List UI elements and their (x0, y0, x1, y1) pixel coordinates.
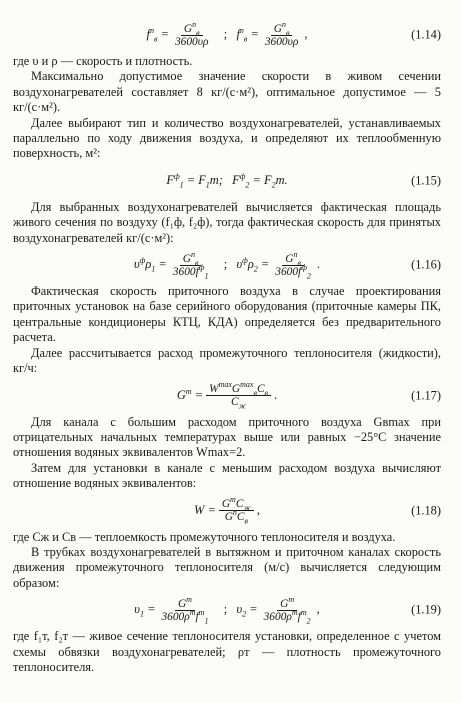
equation-1-14: $f^п_в$ = $\frac{G^п_в}{3600\upsilon\rho}$ ; $f^п_в$ = $\frac{G^п_в}{3600\upsilon\rho}$ , (1.14) (146, 19, 441, 48)
eq-1-14-right: $f^п_в$ = (236, 26, 259, 44)
paragraph-2: Максимально допустимое значение скорости в живом сечении воздухонагревателей составляет 8 кг/(с·м²), оптимальное допустимое — 5 кг/(с·м²). (13, 69, 441, 115)
eq-1-19-fraction-2: $\frac{G^т}{3600\rho^тf^т_2}$ (263, 594, 311, 625)
equation-1-16: $\upsilon^ф\rho_1$ = $\frac{G^п_в}{3600f^ф_1}$ ; $\upsilon^ф\rho_2$ = $\frac{G^п_в}{3600f^ф_2}$ . (1.16) (133, 249, 441, 280)
paragraph-11: где f₁т, f₂т — живое сечение теплоносителя установки, определенное с учетом схемы обвязки воздухонагревателей; ρт — плотность промежуточного теплоносителя. (13, 629, 441, 674)
equation-1-18: W = $\frac{G^тC_ж}{G^пC_в}$ , (1.18) (194, 495, 441, 526)
equation-number: (1.16) (411, 257, 441, 272)
paragraph-9: где Cж и Cв — теплоемкость промежуточного теплоносителя и воздуха. (13, 529, 396, 544)
eq-1-14-fraction-2: $\frac{G^п_в}{3600\upsilon\rho}$ (264, 19, 299, 48)
equation-number: (1.15) (411, 173, 441, 188)
eq-1-16-fraction-2: $\frac{G^п_в}{3600f^ф_2}$ (275, 249, 311, 280)
equation-number: (1.17) (411, 387, 441, 402)
equation-number: (1.14) (411, 27, 441, 42)
paragraph-3: Далее выбирают тип и количество воздухонагревателей, устанавливаемых параллельно по ходу движения воздуха, и определяют их теплообменную поверхность, м²: (13, 115, 441, 161)
eq-1-17-fraction: $\frac{W^{max}G^{max}_вC_в}{C_ж}$ (206, 383, 271, 408)
paragraph-5: Фактическая скорость приточного воздуха в случае проектирования приточных установок на базе серийного оборудования (приточные камеры ПК, центральные кондиционеры КТЦ, КДА) определяется без предварительного расчета. (13, 284, 441, 345)
equation-number: (1.19) (411, 602, 441, 617)
equation-1-15: $F^ф_1 = F_1m$; $F^ф_2 = F_2m$. (1.15) (166, 172, 441, 190)
eq-1-14-left: $f^п_в$ = (146, 26, 169, 44)
eq-1-19-fraction-1: $\frac{G^т}{3600\rho^тf^т_1}$ (161, 594, 209, 625)
paragraph-4: Для выбранных воздухонагревателей вычисляется фактическая площадь живого сечения по воздуху (f₁ф, f₂ф), тогда фактическая скорость для принятых воздухонагревателей кг/(с·м²): (13, 199, 441, 245)
paragraph-8: Затем для установки в канале с меньшим расходом воздуха вычисляют отношение водяных эквивалентов: (13, 460, 441, 491)
paragraph-6: Далее рассчитывается расход промежуточного теплоносителя (жидкости), кг/ч: (13, 345, 441, 376)
paragraph-7: Для канала с большим расходом приточного воздуха Gвmax при отрицательных начальных температурах выше или равных −25°С значение отношения водяных эквивалентов Wmax=2. (13, 414, 441, 460)
equation-1-17: $G^т$ = $\frac{W^{max}G^{max}_вC_в}{C_ж}$ . (1.17) (176, 380, 441, 411)
eq-1-16-fraction-1: $\frac{G^п_в}{3600f^ф_1}$ (172, 249, 209, 280)
eq-1-18-fraction: $\frac{G^тC_ж}{G^пC_в}$ (219, 498, 254, 523)
paragraph-1: где υ и ρ — скорость и плотность. (13, 54, 193, 68)
equation-number: (1.18) (411, 502, 441, 517)
equation-1-19: $\upsilon_1$ = $\frac{G^т}{3600\rho^тf^т_1}$ ; $\upsilon_2$ = $\frac{G^т}{3600\rho^тf^т_2}$ , (1.19) (134, 594, 441, 625)
eq-1-14-fraction-1: $\frac{G^п_в}{3600\upsilon\rho}$ (174, 19, 209, 48)
paragraph-10: В трубках воздухонагревателей в вытяжном и приточном каналах скорость движения промежуточного теплоносителя (м/с) вычисляется следующим образом: (13, 544, 441, 590)
